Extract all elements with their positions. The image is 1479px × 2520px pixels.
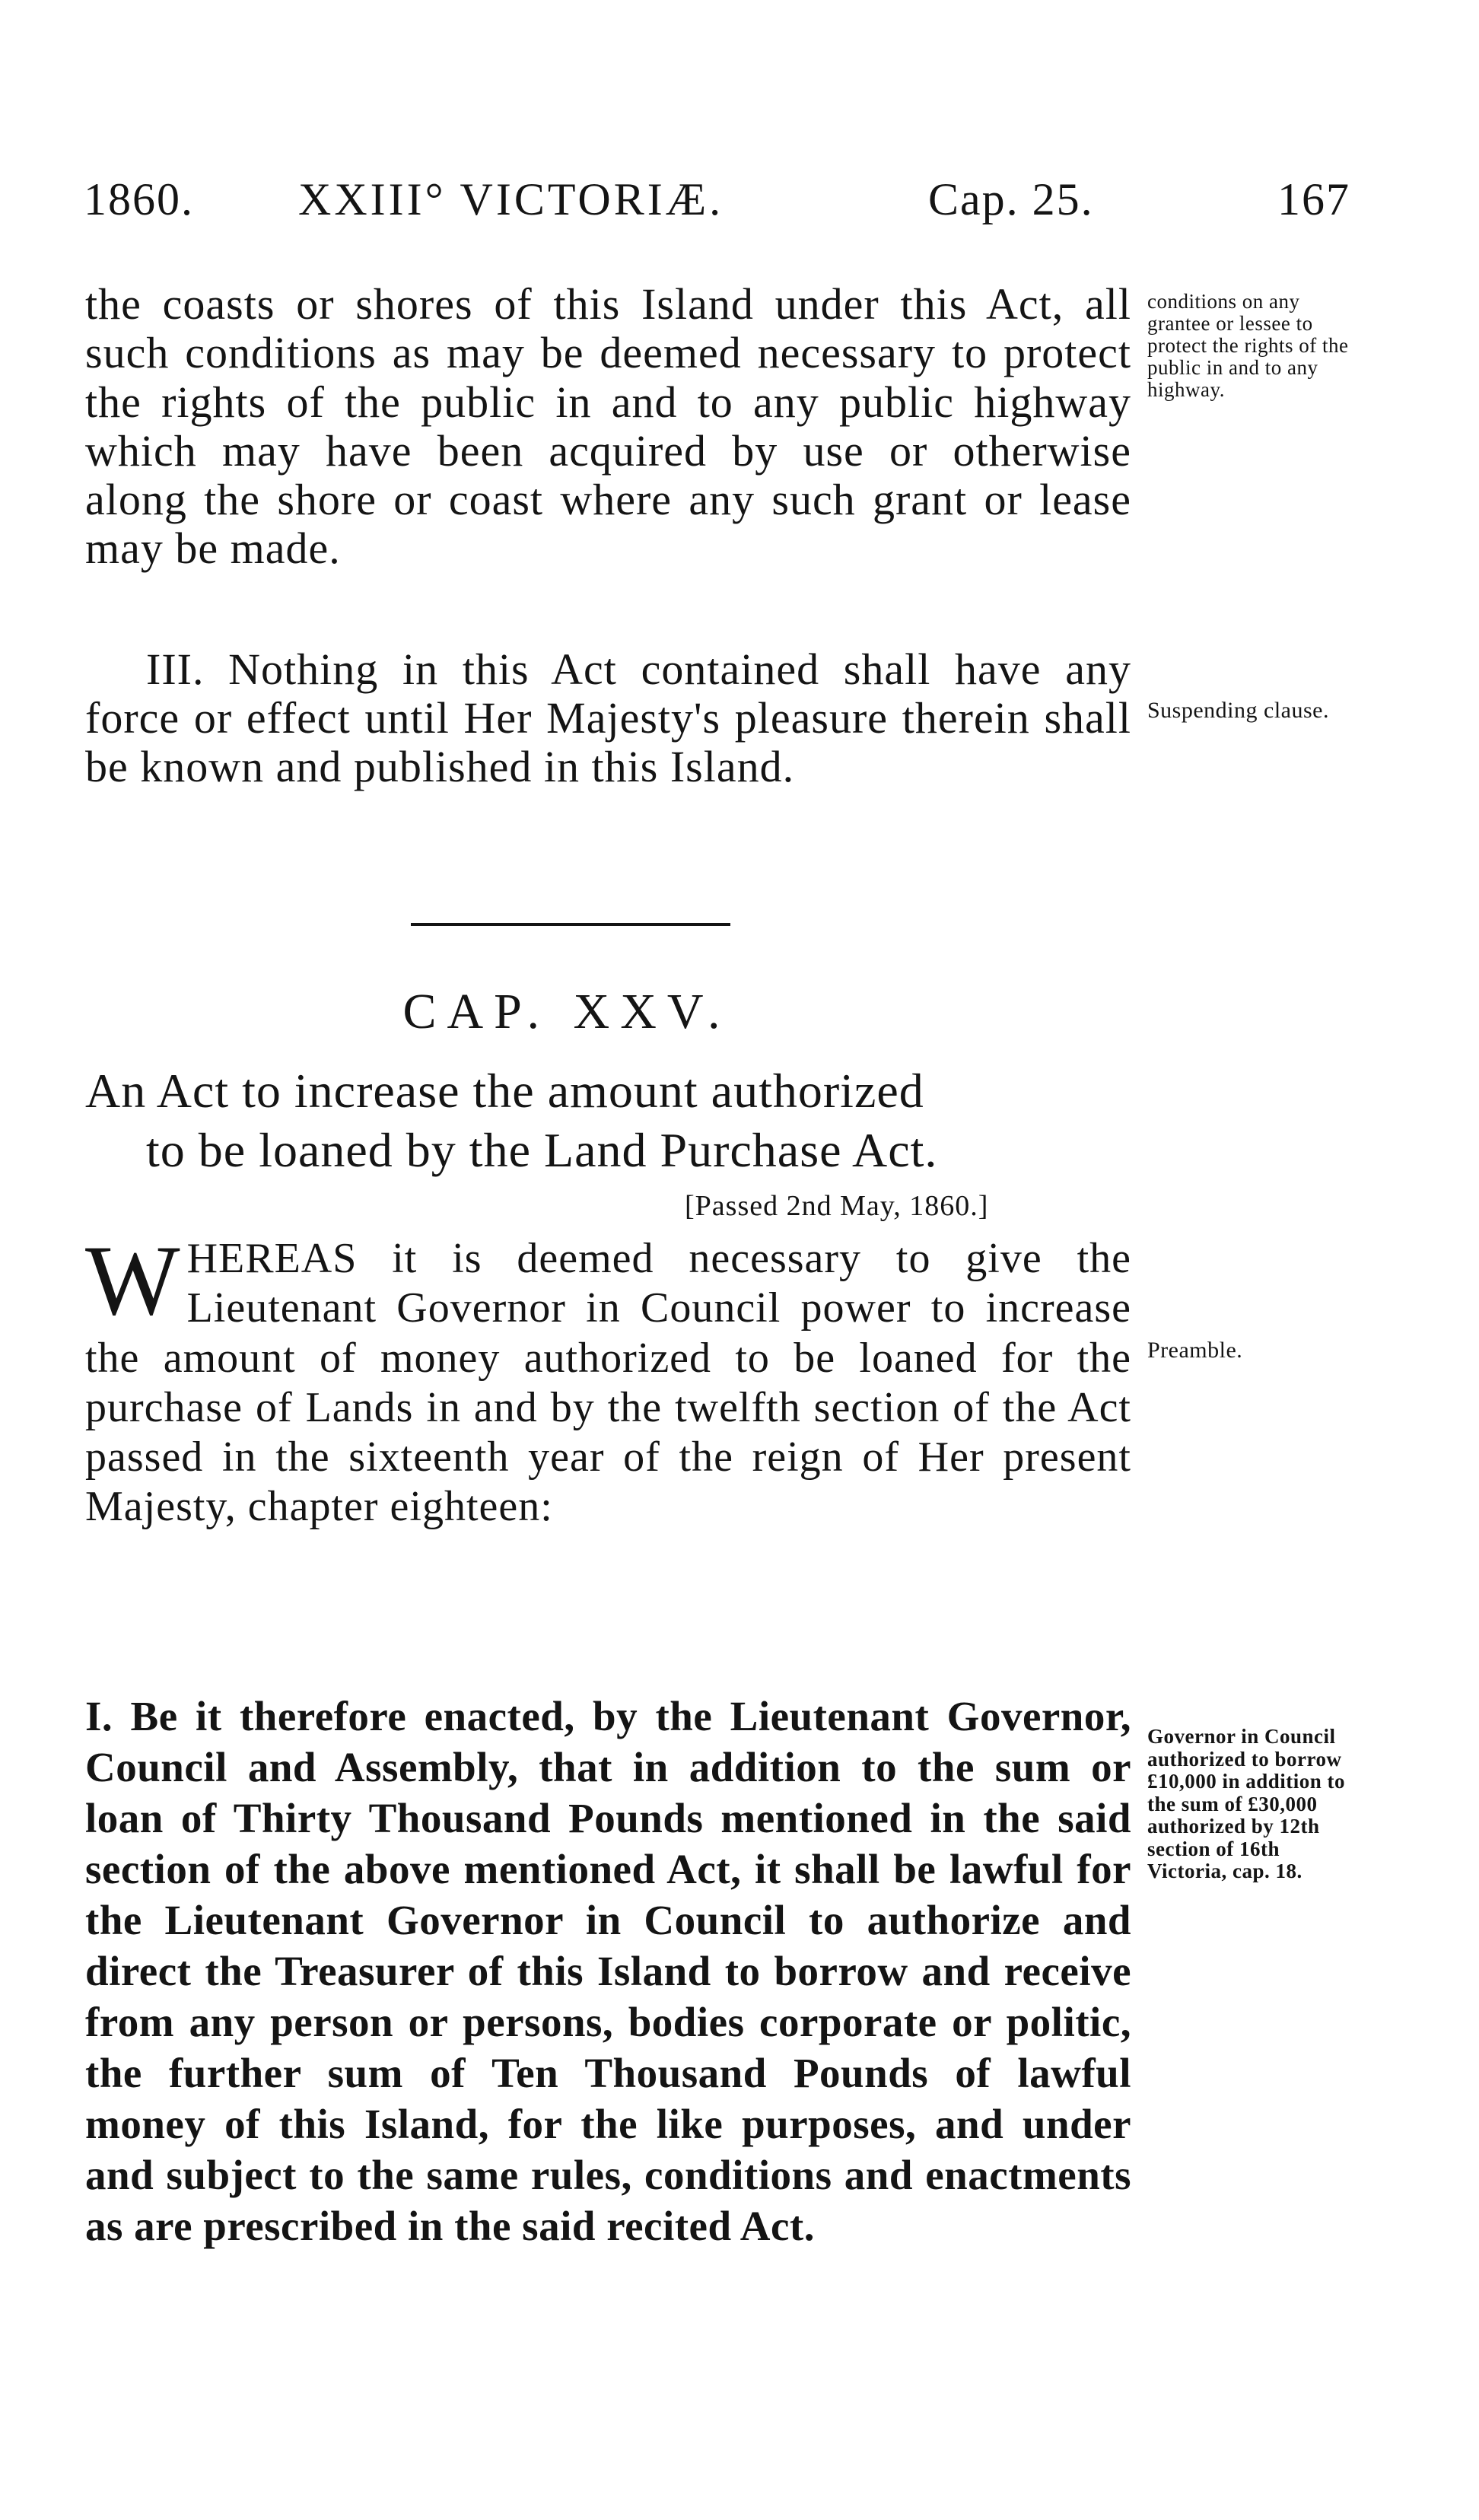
section-iii: III. Nothing in this Act contained shall have any force or effect until Her Majesty's pleasure therein shall be known and published in this Island. xyxy=(85,644,1131,791)
margin-note-suspending: Suspending clause. xyxy=(1147,698,1329,723)
section-i: I. Be it therefore enacted, by the Lieutenant Governor, Council and Assembly, that in addition to the sum or loan of Thirty Thousand Pounds mentioned in the said section of the above mentioned Act, it shall be lawful for the Lieutenant Governor in Council to authorize and direct the Treasurer of this Island to borrow and receive from any person or persons, bodies corporate or politic, the further sum of Ten Thousand Pounds of lawful money of this Island, for the like purposes, and under and subject to the same rules, conditions and enactments as are prescribed in the said recited Act. xyxy=(85,1693,1131,2249)
act-title-line-1: An Act to increase the amount authorized xyxy=(85,1064,924,1118)
margin-note-preamble: Preamble. xyxy=(1147,1338,1243,1363)
page-number: 167 xyxy=(1277,174,1350,224)
act-title xyxy=(85,1061,1131,1180)
margin-note-conditions: conditions on any grantee or lessee to protect the rights of the public in and to any highway. xyxy=(1147,290,1349,401)
header-year: 1860. xyxy=(84,174,194,224)
section-divider xyxy=(411,923,730,926)
drop-cap: W xyxy=(85,1224,181,1336)
margin-note-governor: Governor in Council authorized to borrow £10,000 in addition to the sum of £30,000 authorized by 12th section of 16th Victoria, cap. 18. xyxy=(1147,1725,1346,1882)
header-reign: XXIII° VICTORIÆ. xyxy=(298,174,724,224)
preamble-text: HEREAS it is deemed necessary to give the Lieutenant Governor in Council power to increase the amount of money authorized to be loaned for the purchase of Lands in and by the twelfth section of the Act passed in the sixteenth year of the reign of Her present Majesty, chapter eighteen: xyxy=(85,1235,1131,1531)
previous-clause-continuation: the coasts or shores of this Island under this Act, all such conditions as may be deemed necessary to protect the rights of the public in and to any public highway which may have been acquired by use or otherwise along the shore or coast where any such grant or lease may be made. xyxy=(85,279,1131,574)
chapter-heading: CAP. XXV. xyxy=(402,984,731,1039)
passed-date: [Passed 2nd May, 1860.] xyxy=(685,1190,989,1222)
header-chapter: Cap. 25. xyxy=(928,174,1094,224)
preamble xyxy=(85,1224,1131,1532)
act-title-line-2: to be loaned by the Land Purchase Act. xyxy=(146,1123,938,1177)
running-header xyxy=(84,169,1350,230)
